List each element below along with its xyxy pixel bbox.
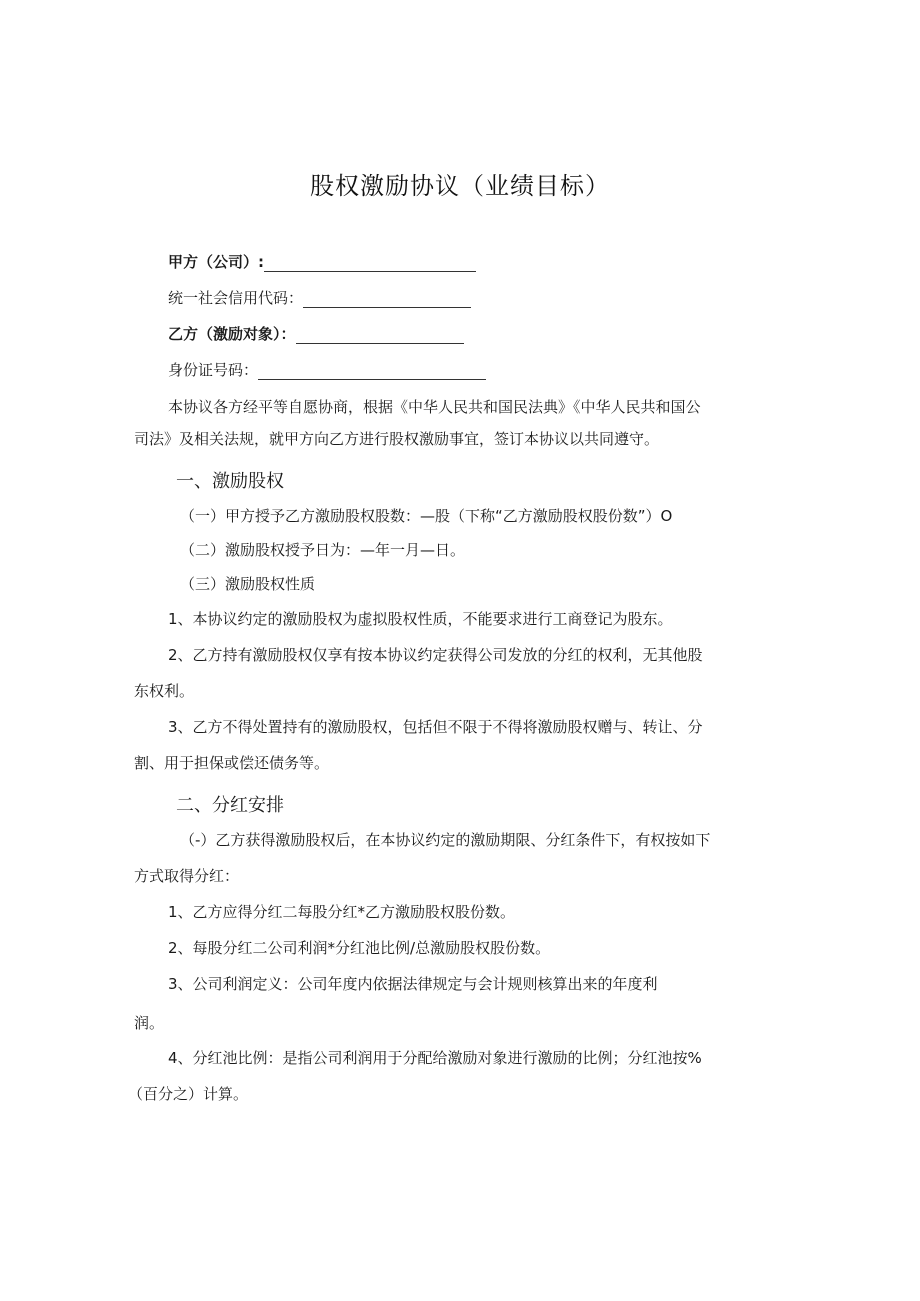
party-a-field [168,252,476,272]
id-number-field [168,360,486,380]
intro-line-2: 司法》及相关法规，就甲方向乙方进行股权激励事宜，签订本协议以共同遵守。 [134,430,660,448]
id-number-label: 身份证号码： [168,361,259,379]
party-b-field [168,324,464,344]
intro-line-1: 本协议各方经平等自愿协商，根据《中华人民共和国民法典》《中华人民共和国公 [168,398,701,416]
section2-item-1-line-2: 方式取得分红： [134,867,240,885]
section2-clause-2: 2、每股分红二公司利润*分红池比例/总激励股权股份数。 [168,939,551,957]
section1-clause-3-line-2: 割、用于担保或偿还债务等。 [134,754,330,772]
document-title: 股权激励协议（业绩目标） [310,172,610,200]
party-b-label: 乙方（激励对象）： [168,325,296,343]
section1-heading: 一、激励股权 [176,471,284,492]
section2-clause-3-line-2: 润。 [134,1014,165,1032]
section1-clause-3-line-1: 3、乙方不得处置持有的激励股权，包括但不限于不得将激励股权赠与、转让、分 [168,718,703,736]
section1-clause-2-line-2: 东权利。 [134,682,195,700]
section1-item-3: （三）激励股权性质 [180,575,316,593]
party-a-label: 甲方（公司）: [168,253,264,271]
credit-code-blank [303,291,471,308]
section2-clause-4-line-1: 4、分红池比例：是指公司利润用于分配给激励对象进行激励的比例；分红池按% [168,1049,702,1067]
section2-clause-4-line-2: （百分之）计算。 [128,1085,249,1103]
section1-clause-2-line-1: 2、乙方持有激励股权仅享有按本协议约定获得公司发放的分红的权利，无其他股 [168,646,703,664]
section1-clause-1: 1、本协议约定的激励股权为虚拟股权性质，不能要求进行工商登记为股东。 [168,610,673,628]
id-number-blank [258,363,486,380]
party-b-blank [296,327,464,344]
credit-code-field [168,288,471,308]
section2-heading: 二、分红安排 [176,795,284,816]
section2-item-1-line-1: （-）乙方获得激励股权后，在本协议约定的激励期限、分红条件下，有权按如下 [180,831,711,849]
section2-clause-3-line-1: 3、公司利润定义：公司年度内依据法律规定与会计规则核算出来的年度利 [168,975,658,993]
section1-item-2: （二）激励股权授予日为：—年一月—日。 [180,541,466,559]
section1-item-1: （一）甲方授予乙方激励股权股数：—股（下称“乙方激励股权股份数”）O [180,507,673,525]
section2-clause-1: 1、乙方应得分红二每股分红*乙方激励股权股份数。 [168,903,516,921]
party-a-blank [264,255,476,272]
credit-code-label: 统一社会信用代码： [168,289,304,307]
